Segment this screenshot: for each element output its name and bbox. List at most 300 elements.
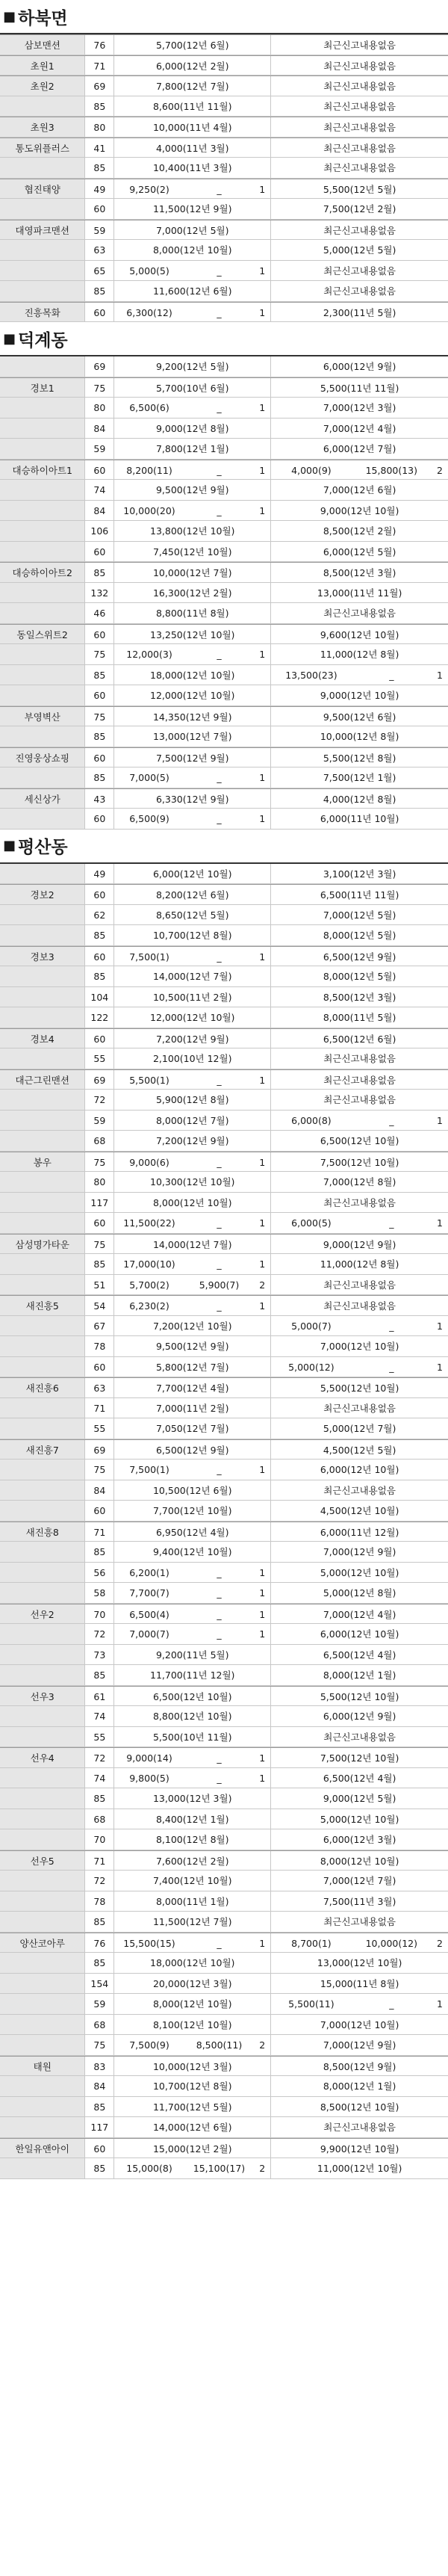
sale-price-value: 6,950(12년 4월) <box>155 1526 229 1538</box>
area-value: 85 <box>85 158 114 178</box>
complex-name <box>0 1665 85 1685</box>
complex-name <box>0 1275 85 1295</box>
area-value: 85 <box>85 281 114 301</box>
sale-price <box>114 1891 271 1912</box>
sale-price <box>114 480 271 500</box>
complex-name <box>0 644 85 664</box>
table-row <box>0 2056 448 2077</box>
sale-price-value-2: _ <box>217 1772 222 1784</box>
sale-price <box>114 2035 271 2055</box>
sale-price-value-1: 6,500(6) <box>129 402 169 413</box>
rent-price-value: 7,000(12년 4월) <box>323 1608 396 1620</box>
rent-price-value: 11,000(12년 8월) <box>320 649 399 660</box>
rent-price <box>271 281 448 301</box>
area-value: 80 <box>85 117 114 137</box>
rent-price-value: 최근신고내용없음 <box>323 1196 396 1208</box>
complex-name: 봉우 <box>0 1152 85 1172</box>
rent-price <box>271 885 448 904</box>
sale-price-value: 7,200(12년 10월) <box>152 1320 232 1332</box>
sale-price-value: 8,200(12년 6월) <box>155 889 229 901</box>
table-row <box>0 1994 448 2015</box>
rent-price-value: 6,000(11년 12월) <box>320 1526 399 1538</box>
sale-price-value-1: 9,000(14) <box>126 1752 172 1764</box>
rent-price <box>271 966 448 986</box>
rent-price <box>271 925 448 945</box>
rent-price-value: 최근신고내용없음 <box>323 1916 396 1927</box>
rent-price <box>271 2076 448 2096</box>
sale-price <box>114 1748 271 1767</box>
complex-name: 진흥목화 <box>0 303 85 322</box>
area-value: 63 <box>85 240 114 260</box>
rent-price <box>271 1624 448 1644</box>
sale-price <box>114 1152 271 1172</box>
area-value: 75 <box>85 707 114 726</box>
sale-price-value: 11,500(12년 7월) <box>152 1916 232 1927</box>
area-value: 69 <box>85 1440 114 1460</box>
rent-price-value: 5,500(12년 5월) <box>323 183 396 195</box>
rent-price-value: 6,000(12년 3월) <box>323 1834 396 1845</box>
rent-price-value: 8,000(12년 1월) <box>323 1670 396 1681</box>
rent-price-value: 2,300(11년 5월) <box>323 306 396 318</box>
rent-price-value: 7,000(12년 9월) <box>323 1546 396 1557</box>
sale-price-value: 13,800(12년 10월) <box>150 525 235 537</box>
sale-price <box>114 1378 271 1397</box>
sale-price <box>114 1029 271 1048</box>
sale-price-count: 1 <box>259 813 266 824</box>
rent-price-value: 7,500(12년 10월) <box>320 1156 399 1168</box>
complex-name: 삼보맨션 <box>0 35 85 55</box>
rent-price <box>271 418 448 439</box>
rent-price <box>271 1193 448 1213</box>
rent-price <box>271 2057 448 2076</box>
complex-name <box>0 240 85 260</box>
area-value: 80 <box>85 1172 114 1192</box>
table-row <box>0 220 448 241</box>
sale-price <box>114 2158 271 2178</box>
area-value: 61 <box>85 1687 114 1706</box>
rent-price-value: 4,500(12년 5월) <box>323 1444 396 1456</box>
sale-price-value: 10,300(12년 10월) <box>150 1176 235 1187</box>
sale-price-count: 1 <box>259 951 266 963</box>
complex-name <box>0 1316 85 1336</box>
district-heading <box>0 0 448 33</box>
table-row <box>0 2138 448 2159</box>
rent-price <box>271 1007 448 1028</box>
rent-price <box>271 2097 448 2117</box>
area-value: 85 <box>85 563 114 582</box>
area-value: 76 <box>85 1933 114 1953</box>
rent-price <box>271 1275 448 1295</box>
complex-name <box>0 480 85 500</box>
rent-price-value: 7,000(12년 3월) <box>323 402 396 413</box>
sale-price <box>114 261 271 281</box>
sale-price <box>114 117 271 137</box>
complex-name <box>0 966 85 986</box>
complex-name <box>0 439 85 459</box>
area-value: 73 <box>85 1645 114 1665</box>
table-row <box>0 1706 448 1727</box>
complex-name <box>0 1111 85 1131</box>
sale-price-value: 8,600(11년 11월) <box>152 100 232 112</box>
sale-price-value: 12,000(12년 10월) <box>150 690 235 701</box>
rent-price <box>271 1583 448 1603</box>
table-row <box>0 603 448 624</box>
rent-price-value: 6,500(11년 11월) <box>320 889 399 901</box>
area-value: 80 <box>85 398 114 418</box>
complex-name <box>0 2097 85 2117</box>
rent-price-value: 13,000(11년 11월) <box>317 587 402 599</box>
sale-price-value-2: _ <box>217 1300 222 1312</box>
sale-price-value: 7,800(12년 7월) <box>155 81 229 92</box>
rent-price <box>271 1727 448 1747</box>
sale-price-value-2: _ <box>217 306 222 318</box>
area-value: 85 <box>85 2158 114 2178</box>
sale-price <box>114 1296 271 1315</box>
district-section <box>0 0 448 322</box>
sale-price-value-2: _ <box>217 1937 222 1949</box>
sale-price <box>114 542 271 562</box>
sale-price-value: 10,700(12년 8월) <box>152 930 232 941</box>
rent-price <box>271 789 448 809</box>
sale-price <box>114 1070 271 1090</box>
sale-price <box>114 179 271 199</box>
square-bullet-icon: ■ <box>3 8 16 25</box>
area-value: 74 <box>85 1706 114 1726</box>
rent-price-value: 8,500(12년 2월) <box>323 525 396 537</box>
complex-name <box>0 1829 85 1850</box>
table-row <box>0 1583 448 1604</box>
area-value: 70 <box>85 1829 114 1850</box>
sale-price <box>114 1727 271 1747</box>
table-row <box>0 1336 448 1357</box>
rent-price-value: 8,000(12년 10월) <box>320 1855 399 1867</box>
table-row <box>0 726 448 747</box>
sale-price-value-2: _ <box>217 649 222 660</box>
sale-price <box>114 1665 271 1685</box>
rent-price-value-2: _ <box>389 669 394 681</box>
rent-price-value-1: 6,000(5) <box>291 1217 332 1229</box>
complex-name: 초원2 <box>0 76 85 96</box>
complex-name <box>0 1398 85 1418</box>
sale-price <box>114 378 271 398</box>
sale-price <box>114 1953 271 1973</box>
sale-price-value-2: _ <box>217 1258 222 1270</box>
sale-price-value: 9,400(12년 10월) <box>152 1546 232 1557</box>
table-row <box>0 1111 448 1131</box>
table-row <box>0 281 448 302</box>
sale-price-value: 8,400(12년 1월) <box>155 1813 229 1825</box>
area-value: 60 <box>85 809 114 829</box>
complex-name <box>0 987 85 1007</box>
sale-price <box>114 726 271 747</box>
rent-price <box>271 2035 448 2055</box>
sale-price <box>114 947 271 966</box>
rent-price <box>271 726 448 747</box>
district-title: 덕계동 <box>18 330 68 350</box>
table-row <box>0 240 448 261</box>
complex-name: 경보1 <box>0 378 85 398</box>
sale-price-value: 10,000(11년 4월) <box>152 122 232 133</box>
sale-price <box>114 1604 271 1624</box>
sale-price <box>114 1583 271 1603</box>
table-row <box>0 685 448 706</box>
complex-name: 대영파크맨션 <box>0 220 85 240</box>
rent-price-value: 최근신고내용없음 <box>323 1300 396 1312</box>
complex-name: 양산코아루 <box>0 1933 85 1953</box>
area-value: 71 <box>85 1851 114 1871</box>
table-row <box>0 583 448 604</box>
complex-name: 태원 <box>0 2057 85 2076</box>
sale-price-value: 7,200(12년 9월) <box>155 1135 229 1146</box>
complex-name <box>0 1871 85 1891</box>
sale-price-value-2: _ <box>217 1217 222 1229</box>
complex-name: 새진흥7 <box>0 1440 85 1460</box>
rent-price <box>271 1418 448 1439</box>
rent-price <box>271 1604 448 1624</box>
table-row <box>0 2097 448 2118</box>
complex-name: 대승하이아트1 <box>0 460 85 480</box>
sale-price-value-1: 9,250(2) <box>129 183 169 195</box>
rent-price-value: 5,500(12년 10월) <box>320 1690 399 1702</box>
complex-name <box>0 1007 85 1028</box>
rent-price <box>271 2158 448 2178</box>
sale-price <box>114 1213 271 1233</box>
area-value: 60 <box>85 1357 114 1377</box>
complex-name: 선우2 <box>0 1604 85 1624</box>
complex-name <box>0 1994 85 2014</box>
area-value: 60 <box>85 1213 114 1233</box>
rent-price-count: 1 <box>437 669 443 681</box>
rent-price-value: 9,000(12년 10월) <box>320 690 399 701</box>
sale-price-value-1: 7,500(9) <box>129 2039 169 2051</box>
rent-price <box>271 1871 448 1891</box>
sale-price <box>114 966 271 986</box>
rent-price <box>271 1378 448 1397</box>
sale-price-value-2: _ <box>217 265 222 277</box>
sale-price <box>114 1357 271 1377</box>
rent-price-value: 7,500(12년 1월) <box>323 772 396 783</box>
rent-price <box>271 1131 448 1151</box>
complex-name <box>0 1213 85 1233</box>
sale-price-value: 8,000(11년 1월) <box>155 1895 229 1907</box>
rent-price <box>271 947 448 966</box>
sale-price-count: 1 <box>259 1300 266 1312</box>
rent-price <box>271 987 448 1007</box>
sale-price <box>114 1460 271 1480</box>
rent-price <box>271 1480 448 1501</box>
rent-price <box>271 1522 448 1542</box>
sale-price <box>114 1440 271 1460</box>
area-value: 85 <box>85 1788 114 1809</box>
table-row <box>0 1542 448 1563</box>
sale-price-count: 2 <box>259 2163 266 2174</box>
sale-price-count: 1 <box>259 772 266 783</box>
complex-name <box>0 809 85 829</box>
rent-price <box>271 625 448 644</box>
sale-price <box>114 281 271 301</box>
sale-price-value-1: 15,000(8) <box>126 2163 172 2174</box>
complex-name: 협진태양 <box>0 179 85 199</box>
sale-price-value: 13,000(12년 7월) <box>152 731 232 742</box>
rent-price <box>271 1336 448 1356</box>
area-value: 78 <box>85 1891 114 1912</box>
area-value: 84 <box>85 2076 114 2096</box>
table-row <box>0 2158 448 2179</box>
table-row <box>0 1563 448 1584</box>
sale-price-value: 15,000(12년 2월) <box>152 2143 232 2155</box>
area-value: 70 <box>85 1604 114 1624</box>
sale-price-count: 1 <box>259 1217 266 1229</box>
rent-price <box>271 1398 448 1418</box>
area-value: 85 <box>85 2097 114 2117</box>
sale-price <box>114 603 271 623</box>
rent-price-value: 10,000(12년 8월) <box>320 731 399 742</box>
table-row <box>0 2035 448 2056</box>
table-row <box>0 1933 448 1953</box>
rent-price <box>271 1111 448 1131</box>
complex-name <box>0 864 85 884</box>
table-row <box>0 1480 448 1501</box>
district-section <box>0 830 448 2179</box>
rent-price-value-2: _ <box>389 1998 394 2010</box>
sale-price-value: 7,700(12년 10월) <box>152 1505 232 1516</box>
sale-price-value: 7,050(12년 7월) <box>155 1423 229 1434</box>
table-row <box>0 1090 448 1111</box>
sale-price-value: 7,000(12년 5월) <box>155 224 229 236</box>
area-value: 75 <box>85 2035 114 2055</box>
area-value: 58 <box>85 1583 114 1603</box>
sale-price <box>114 2139 271 2158</box>
table-row <box>0 1398 448 1419</box>
rent-price-value: 6,000(12년 10월) <box>320 1628 399 1640</box>
table-row <box>0 1809 448 1830</box>
complex-name <box>0 1583 85 1603</box>
table-row <box>0 75 448 96</box>
complex-name <box>0 1624 85 1644</box>
sale-price-value: 6,330(12년 9월) <box>155 793 229 805</box>
area-value: 75 <box>85 1235 114 1254</box>
rent-price <box>271 583 448 603</box>
sale-price <box>114 35 271 55</box>
table-row <box>0 96 448 117</box>
rent-price-value: 최근신고내용없음 <box>323 608 396 619</box>
price-table <box>0 355 448 830</box>
table-row <box>0 1686 448 1707</box>
sale-price-value: 11,600(12년 6월) <box>152 285 232 297</box>
rent-price-value: 13,000(12년 10월) <box>317 1957 402 1968</box>
area-value: 69 <box>85 1070 114 1090</box>
rent-price <box>271 1768 448 1788</box>
table-row <box>0 987 448 1008</box>
complex-name <box>0 2117 85 2137</box>
complex-name <box>0 1706 85 1726</box>
rent-price <box>271 1829 448 1850</box>
complex-name <box>0 1172 85 1192</box>
rent-price-value: 5,000(12년 10월) <box>320 1813 399 1825</box>
rent-price-value: 9,500(12년 6월) <box>323 711 396 723</box>
rent-price-count: 2 <box>437 464 443 476</box>
sale-price-value: 13,250(12년 10월) <box>150 628 235 640</box>
complex-name <box>0 1809 85 1829</box>
table-row <box>0 665 448 686</box>
rent-price <box>271 1851 448 1871</box>
rent-price <box>271 2139 448 2158</box>
table-row <box>0 1871 448 1891</box>
sale-price-value: 18,000(12년 10월) <box>150 1957 235 1968</box>
area-value: 68 <box>85 1809 114 1829</box>
complex-name <box>0 1768 85 1788</box>
rent-price-count: 1 <box>437 1320 443 1332</box>
rent-price-value: 7,000(12년 4월) <box>323 422 396 434</box>
sale-price <box>114 925 271 945</box>
sale-price-value-1: 6,200(1) <box>129 1566 169 1578</box>
area-value: 60 <box>85 947 114 966</box>
sale-price-count: 2 <box>259 2039 266 2051</box>
area-value: 85 <box>85 665 114 685</box>
rent-price <box>271 1665 448 1685</box>
rent-price-value: 11,000(12년 10월) <box>317 2163 402 2174</box>
rent-price <box>271 767 448 788</box>
rent-price <box>271 563 448 582</box>
rent-price-value-1: 5,000(7) <box>291 1320 332 1332</box>
sale-price-value: 6,000(12년 10월) <box>152 868 232 880</box>
sale-price-value-2: _ <box>217 1608 222 1620</box>
sale-price-value-1: 5,500(1) <box>129 1074 169 1086</box>
table-row <box>0 302 448 323</box>
rent-price-count: 1 <box>437 1217 443 1229</box>
table-row <box>0 1377 448 1398</box>
rent-price-value-2: 10,000(12) <box>365 1937 418 1949</box>
rent-price-value: 8,500(12년 3월) <box>323 991 396 1003</box>
table-row <box>0 117 448 138</box>
rent-price-value: 최근신고내용없음 <box>323 162 396 173</box>
table-row <box>0 418 448 439</box>
sale-price-value-1: 12,000(3) <box>126 649 172 660</box>
complex-name <box>0 418 85 439</box>
rent-price <box>271 1501 448 1521</box>
complex-name: 대근그린맨션 <box>0 1070 85 1090</box>
area-value: 85 <box>85 966 114 986</box>
rent-price-value: 5,500(12년 8월) <box>323 752 396 764</box>
table-row <box>0 439 448 460</box>
sale-price <box>114 1829 271 1850</box>
sale-price <box>114 418 271 439</box>
area-value: 59 <box>85 220 114 240</box>
sale-price-value-2: _ <box>217 183 222 195</box>
table-row <box>0 966 448 987</box>
rent-price <box>271 199 448 219</box>
area-value: 78 <box>85 1336 114 1356</box>
sale-price <box>114 1624 271 1644</box>
area-value: 69 <box>85 76 114 96</box>
complex-name: 부영벽산 <box>0 707 85 726</box>
sale-price-value-2: _ <box>217 772 222 783</box>
rent-price-value-1: 8,700(1) <box>291 1937 332 1949</box>
complex-name: 초원3 <box>0 117 85 137</box>
area-value: 85 <box>85 767 114 788</box>
rent-price <box>271 1788 448 1809</box>
sale-price-value-1: 17,000(10) <box>123 1258 175 1270</box>
complex-name <box>0 501 85 521</box>
sale-price <box>114 1522 271 1542</box>
district-heading <box>0 322 448 355</box>
sale-price-value-1: 10,000(20) <box>123 504 175 516</box>
area-value: 67 <box>85 1316 114 1336</box>
sale-price-count: 1 <box>259 1566 266 1578</box>
sale-price-value-2: _ <box>217 1156 222 1168</box>
table-row <box>0 1624 448 1645</box>
sale-price-count: 1 <box>259 265 266 277</box>
